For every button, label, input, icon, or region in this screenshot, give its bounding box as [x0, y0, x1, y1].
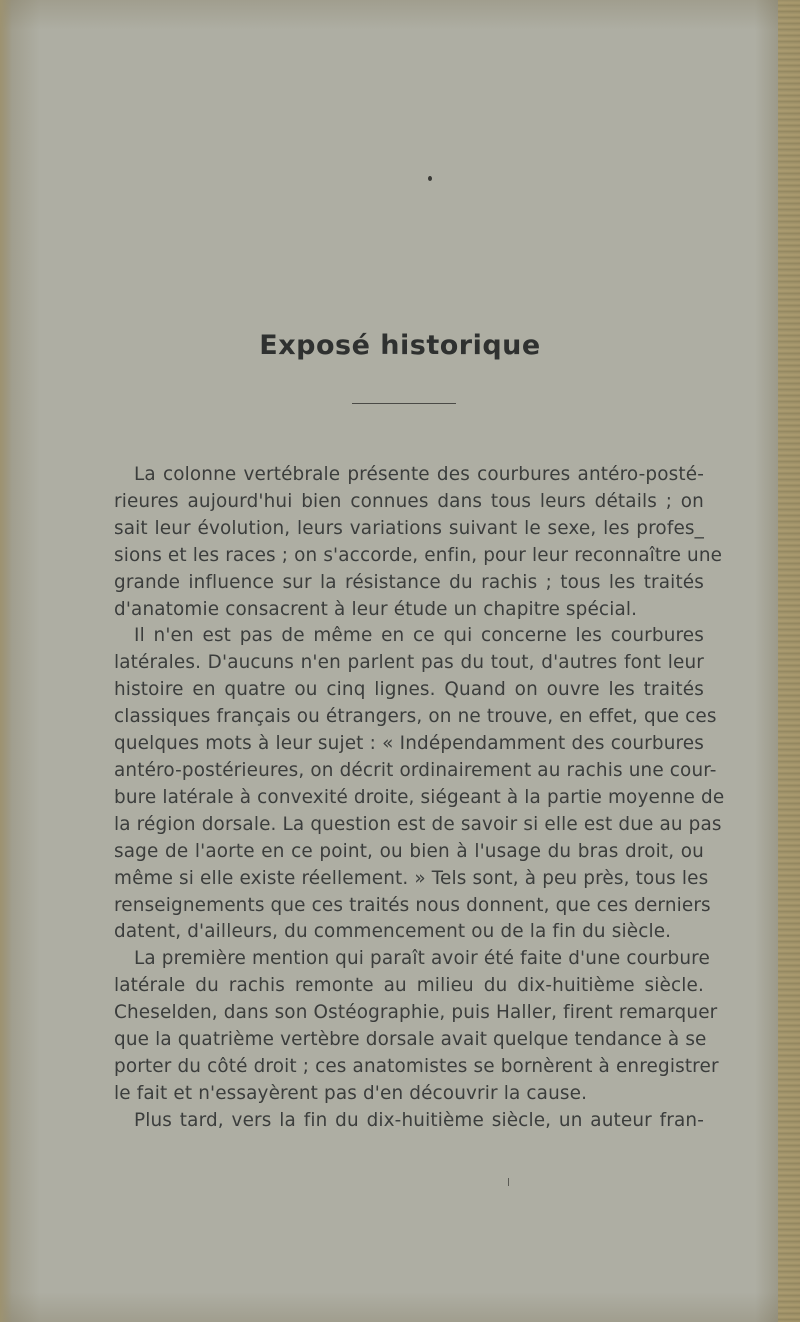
text-line: rieures aujourd'hui bien connues dans tous leurs détails ; on — [114, 490, 704, 512]
text-line: le fait et n'essayèrent pas d'en découvrir la cause. — [114, 1082, 588, 1104]
section-title: Exposé historique — [259, 330, 541, 361]
text-line: Plus tard, vers la fin du dix-huitième siècle, un auteur fran- — [134, 1109, 704, 1131]
text-line: d'anatomie consacrent à leur étude un chapitre spécial. — [114, 598, 638, 620]
text-line: bure latérale à convexité droite, siégeant à la partie moyenne de — [114, 786, 725, 808]
text-line: La colonne vertébrale présente des courbures antéro-posté- — [134, 464, 704, 485]
text-line: la région dorsale. La question est de savoir si elle est due au pas — [114, 813, 722, 835]
page-right-edge — [778, 0, 800, 1322]
text-line: sait leur évolution, leurs variations suivant le sexe, les profes_ — [114, 517, 704, 539]
ink-speck — [428, 176, 432, 181]
text-line: latérale du rachis remonte au milieu du dix-huitième siècle. — [114, 975, 704, 997]
text-line: même si elle existe réellement. » Tels sont, à peu près, tous les — [114, 867, 709, 889]
page-left-edge — [0, 0, 12, 1322]
text-line: latérales. D'aucuns n'en parlent pas du tout, d'autres font leur — [114, 652, 704, 674]
text-line: Il n'en est pas de même en ce qui concerne les courbures — [134, 625, 704, 647]
text-line: Cheselden, dans son Ostéographie, puis Haller, firent remarquer — [114, 1002, 718, 1024]
stray-mark — [508, 1178, 509, 1186]
text-line: histoire en quatre ou cinq lignes. Quand on ouvre les traités — [114, 679, 704, 701]
text-line: grande influence sur la résistance du rachis ; tous les traités — [114, 571, 704, 593]
title-rule — [352, 403, 456, 404]
text-line: porter du côté droit ; ces anatomistes se bornèrent à enregistrer — [114, 1055, 719, 1077]
text-line: renseignements que ces traités nous donnent, que ces derniers — [114, 894, 711, 916]
body-text — [114, 462, 725, 1135]
text-line: sage de l'aorte en ce point, ou bien à l'usage du bras droit, ou — [114, 840, 704, 862]
text-line: datent, d'ailleurs, du commencement ou de la fin du siècle. — [114, 921, 672, 943]
text-line: quelques mots à leur sujet : « Indépendamment des courbures — [114, 733, 704, 755]
text-line: que la quatrième vertèbre dorsale avait quelque tendance à se — [114, 1029, 707, 1051]
text-line: sions et les races ; on s'accorde, enfin, pour leur reconnaître une — [114, 544, 723, 566]
text-line: La première mention qui paraît avoir été faite d'une courbure — [134, 948, 710, 970]
text-line: antéro-postérieures, on décrit ordinairement au rachis une cour- — [114, 759, 717, 781]
text-line: classiques français ou étrangers, on ne trouve, en effet, que ces — [114, 706, 717, 728]
